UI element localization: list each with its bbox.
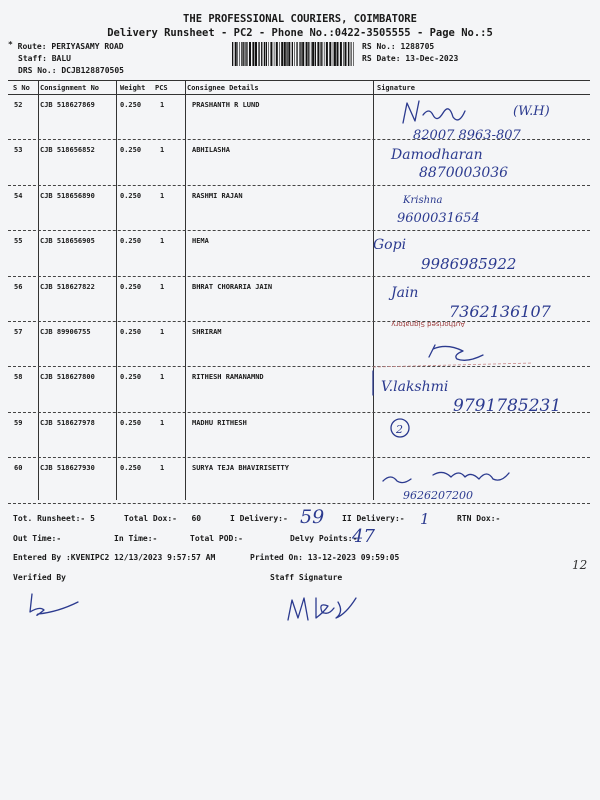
handwritten-phone-58: 9791785231 (453, 396, 562, 416)
barcode-bar (311, 42, 312, 66)
staff-signature-label: Staff Signature (270, 573, 343, 582)
column-divider (185, 80, 186, 500)
barcode-bar (351, 42, 352, 66)
runsheet-subtitle: Delivery Runsheet - PC2 - Phone No.:0422-3505555 - Page No.:5 (107, 27, 493, 39)
col-header-consignee: Consignee Details (187, 84, 259, 92)
barcode-bar (312, 42, 314, 66)
column-divider (38, 80, 39, 500)
col-header-consignment: Consignment No (40, 84, 100, 92)
row-consignment-no: CJB 518627978 (40, 418, 95, 427)
barcode-bar (274, 42, 275, 66)
row-sno: 56 (14, 282, 23, 291)
handwritten-name-55: Gopi (373, 237, 407, 253)
row-pcs: 1 (160, 146, 165, 155)
drs-number: DRS No.: DCJB128870505 (18, 66, 124, 75)
authorised-signatory-stamp: Authorised Signatory (391, 320, 465, 328)
row-pcs: 1 (160, 464, 165, 473)
barcode-bar (243, 42, 244, 66)
handwritten-phone-55: 9986985922 (421, 255, 517, 273)
signature-scribble-57 (429, 345, 483, 360)
row-weight: 0.250 (120, 237, 142, 246)
barcode-bar (249, 42, 251, 66)
row-consignment-no: CJB 89906755 (40, 328, 91, 336)
handwritten-name-56: Jain (391, 285, 419, 301)
row-sno: 52 (14, 101, 23, 109)
barcode-bar (284, 42, 286, 66)
barcode-bar (340, 42, 342, 66)
i-delivery-label: I Delivery:- (230, 514, 288, 523)
barcode-bar (232, 42, 233, 66)
row-consignee: PRASHANTH R LUND (192, 101, 260, 109)
company-title: THE PROFESSIONAL COURIERS, COIMBATORE (183, 13, 417, 25)
ii-delivery-handwritten: 1 (420, 510, 430, 528)
row-sno: 58 (14, 373, 23, 382)
row-pcs: 1 (160, 191, 165, 200)
barcode-bar (264, 42, 265, 66)
row-consignment-no: CJB 518656905 (40, 237, 95, 246)
page-handwritten-mark: 12 (572, 558, 588, 572)
row-consignee: SURYA TEJA BHAVIRISETTY (192, 464, 289, 473)
barcode-bar (288, 42, 290, 66)
rs-date: RS Date: 13-Dec-2023 (362, 54, 459, 63)
row-consignment-no: CJB 518627930 (40, 464, 95, 473)
staff-signature-mark (286, 592, 366, 626)
row-consignee: RITHESH RAMANAMND (192, 373, 264, 382)
printed-on: Printed On: 13-12-2023 09:59:05 (250, 553, 400, 562)
row-weight: 0.250 (120, 464, 142, 473)
barcode-bar (294, 42, 295, 66)
delvy-points-handwritten: 47 (352, 526, 375, 547)
handwritten-phone-54: 9600031654 (397, 211, 480, 226)
barcode-bar (343, 42, 344, 66)
barcode-bar (276, 42, 278, 66)
row-pcs: 1 (160, 328, 165, 336)
rs-number: RS No.: 1288705 (362, 42, 435, 51)
barcode-bar (302, 42, 304, 66)
barcode-bar (306, 42, 308, 66)
col-header-sno: S No (13, 84, 30, 92)
barcode-bar (292, 42, 293, 66)
barcode-bar (320, 42, 321, 66)
row-sno: 57 (14, 328, 23, 336)
row-pcs: 1 (160, 237, 165, 246)
row-weight: 0.250 (120, 101, 142, 109)
barcode-bar (315, 42, 316, 66)
row-pcs: 1 (160, 101, 165, 109)
total-pod-label: Total POD:- (190, 534, 243, 543)
row-sno: 60 (14, 464, 23, 473)
barcode-bar (268, 42, 269, 66)
staff-label: Staff: BALU (18, 54, 71, 63)
handwritten-name-53: Damodharan (391, 147, 483, 163)
row-weight: 0.250 (120, 418, 142, 427)
row-consignment-no: CJB 518656890 (40, 191, 95, 200)
verified-by-label: Verified By (13, 573, 66, 582)
signature-scribble-60 (383, 472, 509, 482)
barcode-bar (345, 42, 347, 66)
row-weight: 0.250 (120, 328, 142, 336)
barcode-bar (308, 42, 309, 66)
barcode-bar (281, 42, 283, 66)
column-divider (116, 80, 117, 500)
barcode-bar (353, 42, 354, 66)
delvy-points-label: Delvy Points:- (290, 534, 358, 543)
col-header-weight: Weight (120, 84, 146, 92)
row-weight: 0.250 (120, 191, 142, 200)
signature-area (373, 95, 593, 505)
route-label: * Route: PERIYASAMY ROAD (8, 40, 124, 51)
row-pcs: 1 (160, 373, 165, 382)
barcode-bar (237, 42, 238, 66)
handwritten-name-54: Krishna (403, 195, 443, 206)
handwritten-phone-53: 8870003036 (419, 165, 509, 181)
handwritten-phone-56: 7362136107 (449, 302, 551, 321)
row-weight: 0.250 (120, 146, 142, 155)
signature-scribble-52 (403, 101, 465, 123)
row-pcs: 1 (160, 418, 165, 427)
row-consignment-no: CJB 518627869 (40, 101, 95, 109)
total-dox: Total Dox:- 60 (124, 514, 202, 523)
row-sno: 54 (14, 191, 23, 200)
handwritten-number-59: 2 (396, 423, 403, 436)
row-sno: 59 (14, 418, 23, 427)
barcode-bar (326, 42, 328, 66)
row-sno: 53 (14, 146, 23, 155)
rtn-dox-label: RTN Dox:- (457, 514, 501, 523)
barcode-bar (300, 42, 301, 66)
barcode-bar (261, 42, 262, 66)
row-consignee: ABHILASHA (192, 146, 230, 155)
barcode-bar (348, 42, 349, 66)
row-consignee: RASHMI RAJAN (192, 191, 243, 200)
barcode-bar (266, 42, 267, 66)
barcode-bar (255, 42, 257, 66)
verified-by-signature (26, 588, 86, 618)
col-header-signature: Signature (377, 84, 415, 92)
row-consignee: HEMA (192, 237, 209, 246)
row-pcs: 1 (160, 282, 165, 291)
barcode-bar (270, 42, 272, 66)
row-sno: 55 (14, 237, 23, 246)
barcode-bar (334, 42, 336, 66)
barcode-bar (324, 42, 325, 66)
barcode-bar (350, 42, 351, 66)
barcode-bar (333, 42, 334, 66)
row-weight: 0.250 (120, 373, 142, 382)
i-delivery-handwritten: 59 (300, 506, 325, 528)
col-header-pcs: PCS (155, 84, 168, 92)
barcode-bar (239, 42, 240, 66)
row-consignee: SHRIRAM (192, 328, 222, 336)
handwritten-phone-60: 9626207200 (403, 489, 473, 502)
barcode-bar (252, 42, 254, 66)
handwritten-phone-52: 82007 8963-807 (413, 128, 521, 143)
barcode-bar (241, 42, 242, 66)
ii-delivery-label: II Delivery:- (342, 514, 405, 523)
entered-by: Entered By :KVENIPC2 12/13/2023 9:57:57 AM (13, 553, 216, 562)
barcode-bar (329, 42, 331, 66)
row-consignee: MADHU RITHESH (192, 418, 247, 427)
row-consignee: BHRAT CHORARIA JAIN (192, 282, 273, 291)
barcode-bar (321, 42, 322, 66)
barcode-bar (279, 42, 280, 66)
barcode-bar (258, 42, 259, 66)
row-weight: 0.250 (120, 282, 142, 291)
barcode-bar (286, 42, 287, 66)
table-top-rule (8, 80, 590, 81)
handwritten-note-52: (W.H) (513, 104, 550, 119)
handwritten-name-58: V.lakshmi (381, 379, 449, 395)
row-consignment-no: CJB 518656852 (40, 146, 95, 155)
barcode-bar (337, 42, 339, 66)
barcode-bar (246, 42, 247, 66)
barcode-bar (317, 42, 319, 66)
tot-runsheet: Tot. Runsheet:- 5 (13, 514, 95, 523)
in-time-label: In Time:- (114, 534, 158, 543)
row-consignment-no: CJB 518627822 (40, 282, 95, 291)
barcode-image (232, 42, 354, 66)
stamp-mark (373, 363, 533, 367)
barcode-bar (235, 42, 237, 66)
out-time-label: Out Time:- (13, 534, 62, 543)
row-consignment-no: CJB 518627800 (40, 373, 95, 382)
barcode-bar (245, 42, 246, 66)
barcode-bar (296, 42, 297, 66)
barcode-bar (299, 42, 300, 66)
